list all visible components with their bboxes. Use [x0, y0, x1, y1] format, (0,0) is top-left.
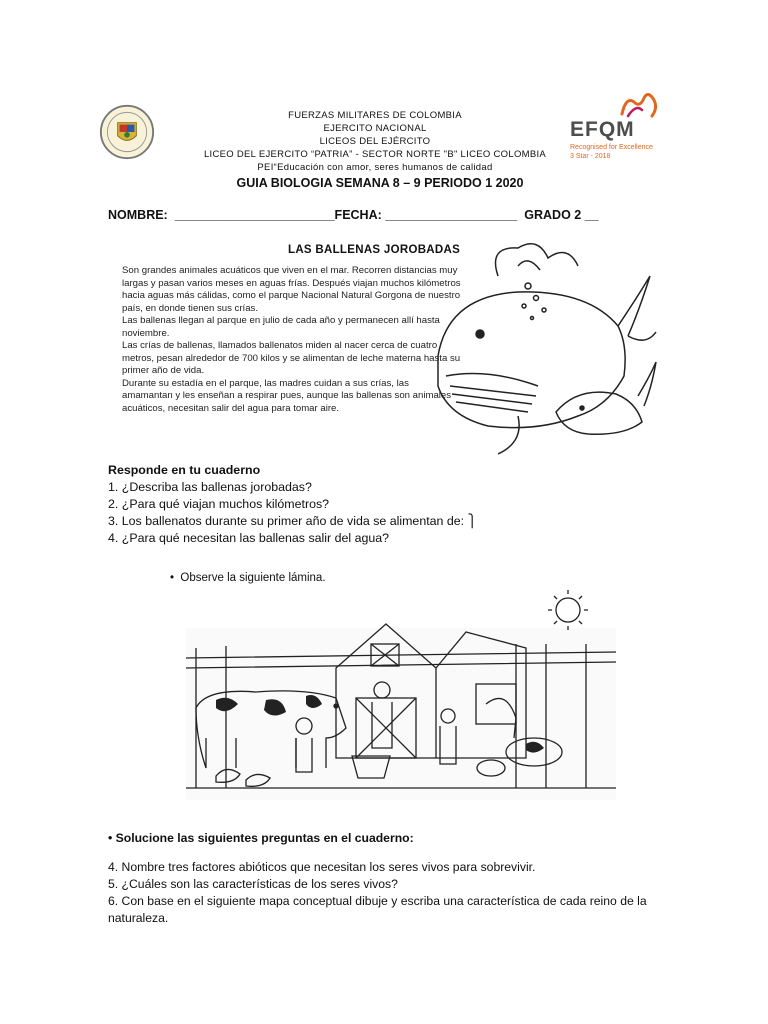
reading-paragraph: Durante su estadía en el parque, las madres cuidan a sus crías, las amamantan y les enseñan a respirar pues, aunque las ballenas son animales acuáticos, necesitan salir del agua para tomar aire. [122, 377, 452, 414]
efqm-recognised-text: Recognised for Excellence [570, 144, 653, 151]
header-line-4: LICEO DEL EJERCITO “PATRIA” - SECTOR NORTE "B" LICEO COLOMBIA [203, 149, 547, 160]
solve-item: 6. Con base en el siguiente mapa conceptual dibuje y escriba una característica de cada reino de la naturaleza. [108, 894, 647, 925]
header-line-1: FUERZAS MILITARES DE COLOMBIA [288, 110, 462, 121]
header-line-2: EJERCITO NACIONAL [323, 123, 427, 134]
efqm-star-text: 3 Star - 2018 [570, 153, 611, 160]
solve-item: 5. ¿Cuáles son las características de los seres vivos? [108, 877, 398, 891]
reading-title: LAS BALLENAS JOROBADAS [288, 244, 461, 256]
guide-title: GUIA BIOLOGIA SEMANA 8 – 9 PERIODO 1 2020 [236, 176, 524, 190]
question-item: 3. Los ballenatos durante su primer año de vida se alimentan de: ⎫ [108, 514, 477, 528]
reading-paragraph: Las crías de ballenas, llamados ballenatos miden al nacer cerca de cuatro metros, pesan alrededor de 700 kilos y se alimentan de leche materna hasta su primer año de vida. [122, 340, 461, 376]
reading-text [122, 265, 462, 415]
whale-illustration [428, 236, 658, 458]
solve-block [108, 830, 668, 927]
reading-paragraph: Son grandes animales acuáticos que viven en el mar. Recorren distancias muy largas y pasan varios meses en aguas frías. Después viajan muchos kilómetros hacia aguas más cálidas, como el parque Nacional Natural Gorgona de nuestro país, en donde tienen sus crías. [122, 265, 461, 314]
header-line-5: PEI“Educación con amor, seres humanos de calidad [257, 162, 493, 173]
observe-bullet [170, 572, 326, 584]
efqm-swirl-icon [618, 92, 662, 120]
header-line-3: LICEOS DEL EJÉRCITO [319, 136, 431, 147]
solve-item: 4. Nombre tres factores abióticos que necesitan los seres vivos para sobrevivir. [108, 860, 536, 874]
farm-illustration [186, 588, 616, 800]
questions-block [108, 462, 668, 547]
efqm-brand-text: EFQM [570, 118, 635, 141]
solve-heading: • Solucione las siguientes preguntas en el cuaderno: [108, 831, 414, 845]
question-item: 4. ¿Para qué necesitan las ballenas salir del agua? [108, 531, 390, 545]
question-item: 1. ¿Describa las ballenas jorobadas? [108, 480, 312, 494]
reading-paragraph: Las ballenas llegan al parque en julio de cada año y permanecen allí hasta noviembre. [122, 315, 440, 339]
observe-text: Observe la siguiente lámina. [180, 572, 326, 584]
bullet-icon: • [170, 572, 181, 584]
question-item: 2. ¿Para qué viajan muchos kilómetros? [108, 497, 330, 511]
school-seal-icon [98, 104, 156, 160]
questions-heading: Responde en tu cuaderno [108, 463, 261, 477]
student-form-line: NOMBRE: _______________________FECHA: ___________________ GRADO 2 __ [108, 208, 599, 222]
efqm-logo [568, 92, 678, 162]
